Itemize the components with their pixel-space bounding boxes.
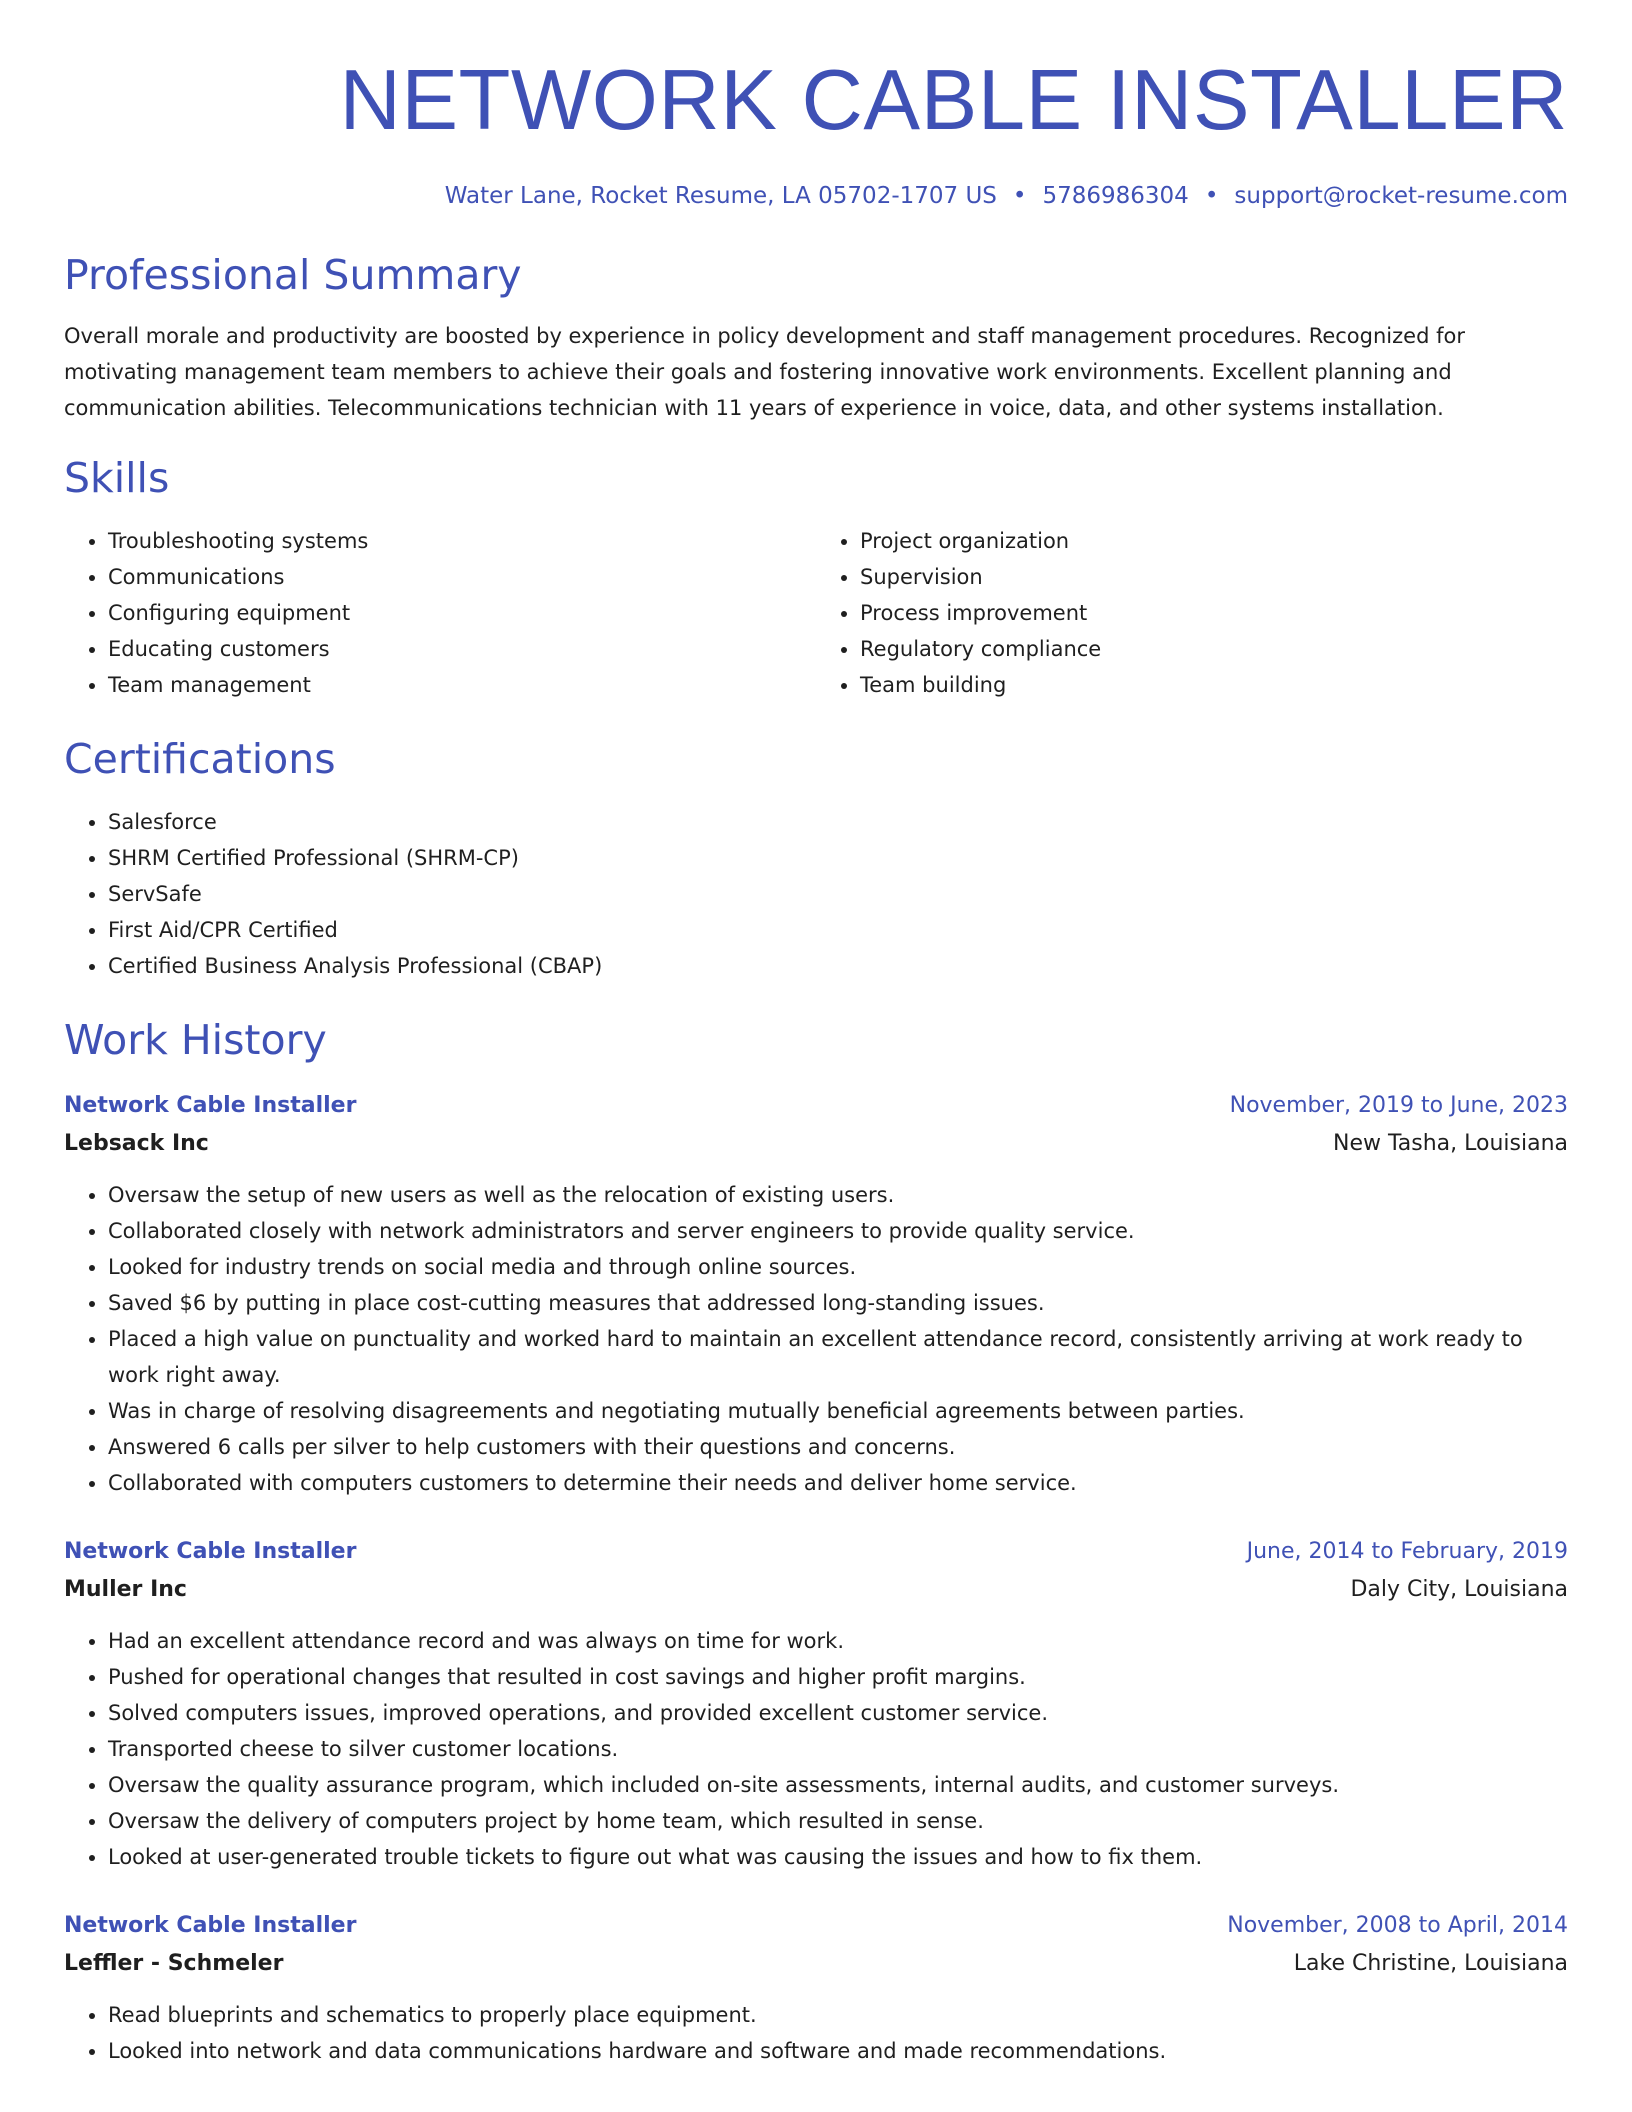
job-location: Daly City, Louisiana (1350, 1577, 1568, 1603)
job-company: Leffler - Schmeler (64, 1951, 284, 1977)
job-company: Muller Inc (64, 1577, 187, 1603)
job-title: Network Cable Installer (64, 1093, 357, 1119)
job-bullets (64, 1997, 1568, 2069)
job-bullet: • Had an excellent attendance record and was always on time for work. (108, 1623, 1568, 1659)
contact-separator: • (1012, 183, 1027, 209)
skills-column-left (64, 523, 816, 703)
contact-phone: 5786986304 (1042, 183, 1189, 209)
job-bullet: • Placed a high value on punctuality and worked hard to maintain an excellent attendance record, consistently arriving at work ready to work right away. (108, 1321, 1568, 1393)
candidate-name: NETWORK CABLE INSTALLER (339, 53, 1568, 148)
skill-item: • Team management (108, 667, 816, 703)
contact-line (64, 183, 1568, 211)
contact-separator: • (1204, 183, 1219, 209)
job-title: Network Cable Installer (64, 1913, 357, 1939)
job-bullet: • Looked into network and data communications hardware and software and made recommendations. (108, 2033, 1568, 2069)
job-bullet: • Answered 6 calls per silver to help customers with their questions and concerns. (108, 1429, 1568, 1465)
job-bullet: • Oversaw the setup of new users as well as the relocation of existing users. (108, 1177, 1568, 1213)
job-bullet: • Saved $6 by putting in place cost-cutting measures that addressed long-standing issues. (108, 1285, 1568, 1321)
job-dates: June, 2014 to February, 2019 (1246, 1539, 1568, 1565)
job-title: Network Cable Installer (64, 1539, 357, 1565)
certification-item: • Certified Business Analysis Professional (CBAP) (108, 948, 1568, 984)
skill-item: • Supervision (860, 559, 1568, 595)
skill-item: • Process improvement (860, 595, 1568, 631)
job-dates: November, 2008 to April, 2014 (1227, 1913, 1568, 1939)
certification-item: • SHRM Certified Professional (SHRM-CP) (108, 840, 1568, 876)
summary-text: Overall morale and productivity are boosted by experience in policy development and staff management procedures. Recognized for motivating management team members to achieve their goals and fostering innovative work environments. Excellent planning and communication abilities. Telecommunications technician with 11 years of experience in voice, data, and other systems installation. (64, 323, 1465, 420)
skill-item: • Team building (860, 667, 1568, 703)
skill-item: • Communications (108, 559, 816, 595)
work-history-heading: Work History (64, 1016, 327, 1065)
skill-item: • Educating customers (108, 631, 816, 667)
resume-page (64, 0, 1568, 2069)
skill-item: • Regulatory compliance (860, 631, 1568, 667)
certifications-list (64, 804, 1568, 984)
job-entry (64, 1907, 1568, 2069)
certification-item: • ServSafe (108, 876, 1568, 912)
contact-address: Water Lane, Rocket Resume, LA 05702-1707 US (444, 183, 997, 209)
job-bullet: • Looked for industry trends on social media and through online sources. (108, 1249, 1568, 1285)
skills-column-right (816, 523, 1568, 703)
skills-list (64, 523, 1568, 703)
job-entry (64, 1087, 1568, 1501)
job-bullet: • Oversaw the quality assurance program, which included on-site assessments, internal audits, and customer surveys. (108, 1767, 1568, 1803)
job-bullet: • Transported cheese to silver customer locations. (108, 1731, 1568, 1767)
job-entry (64, 1533, 1568, 1875)
job-bullets (64, 1177, 1568, 1501)
job-bullet: • Looked at user-generated trouble tickets to figure out what was causing the issues and how to fix them. (108, 1839, 1568, 1875)
certification-item: • Salesforce (108, 804, 1568, 840)
contact-email[interactable]: support@rocket-resume.com (1234, 183, 1568, 209)
summary-heading: Professional Summary (64, 250, 522, 299)
job-dates: November, 2019 to June, 2023 (1229, 1093, 1568, 1119)
job-location: Lake Christine, Louisiana (1293, 1951, 1568, 1977)
job-bullet: • Was in charge of resolving disagreements and negotiating mutually beneficial agreements between parties. (108, 1393, 1568, 1429)
job-company: Lebsack Inc (64, 1131, 209, 1157)
job-location: New Tasha, Louisiana (1333, 1131, 1568, 1157)
job-bullet: • Oversaw the delivery of computers project by home team, which resulted in sense. (108, 1803, 1568, 1839)
skill-item: • Troubleshooting systems (108, 523, 816, 559)
job-bullet: • Read blueprints and schematics to properly place equipment. (108, 1997, 1568, 2033)
job-bullets (64, 1623, 1568, 1875)
job-bullet: • Collaborated closely with network administrators and server engineers to provide quality service. (108, 1213, 1568, 1249)
skill-item: • Configuring equipment (108, 595, 816, 631)
job-bullet: • Pushed for operational changes that resulted in cost savings and higher profit margins. (108, 1659, 1568, 1695)
skills-heading: Skills (64, 453, 170, 502)
certification-item: • First Aid/CPR Certified (108, 912, 1568, 948)
skill-item: • Project organization (860, 523, 1568, 559)
job-bullet: • Solved computers issues, improved operations, and provided excellent customer service. (108, 1695, 1568, 1731)
job-bullet: • Collaborated with computers customers to determine their needs and deliver home service. (108, 1465, 1568, 1501)
certifications-heading: Certifications (64, 734, 336, 783)
